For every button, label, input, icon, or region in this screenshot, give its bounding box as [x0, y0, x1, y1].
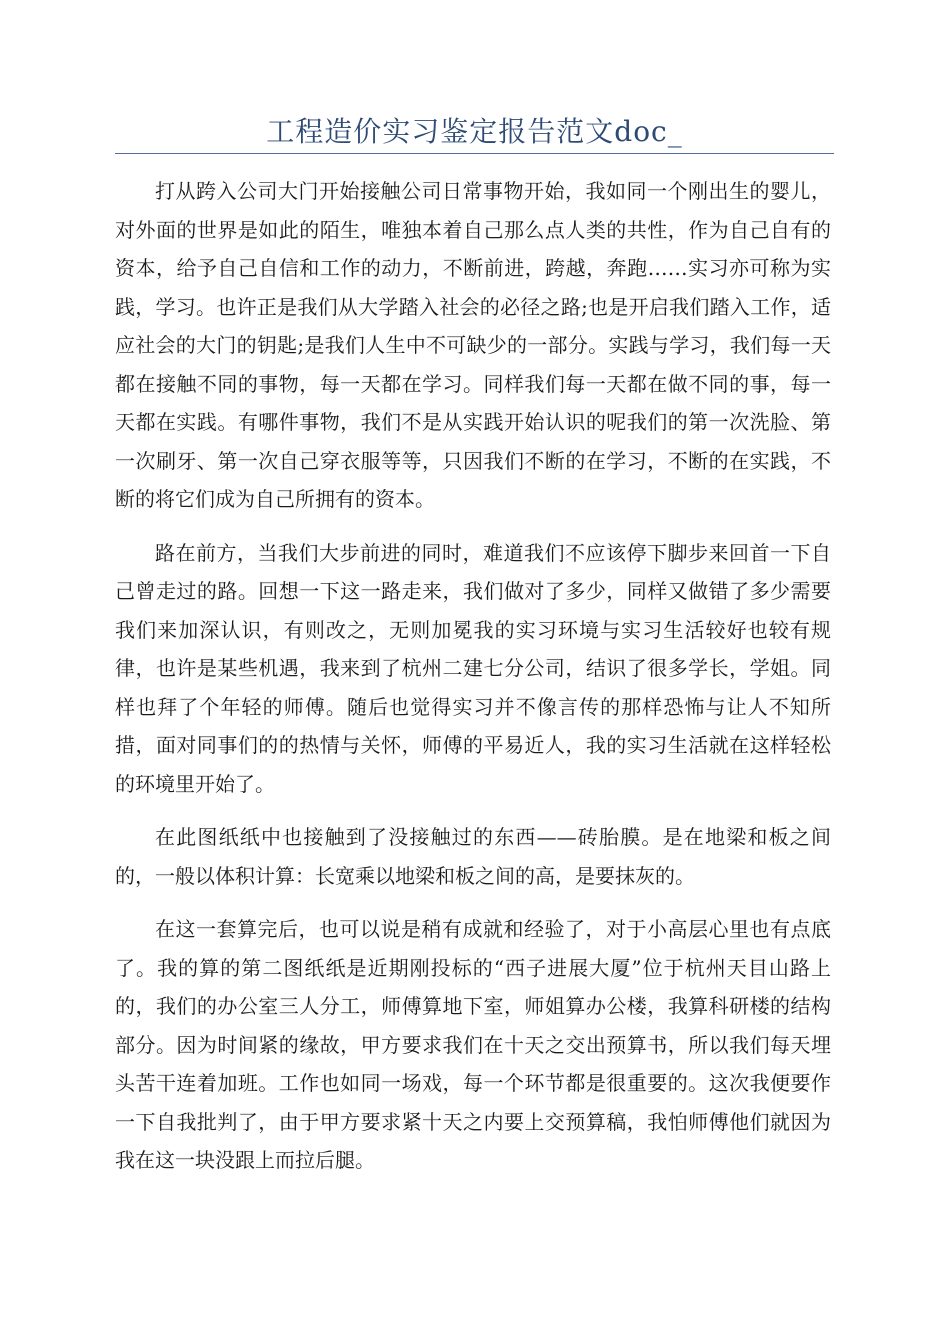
paragraph-3: 在此图纸纸中也接触到了没接触过的东西——砖胎膜。是在地梁和板之间的，一般以体积计算：长宽乘以地梁和板之间的高，是要抹灰的。	[115, 825, 831, 888]
document-body	[115, 172, 831, 1195]
paragraph-4: 在这一套算完后，也可以说是稍有成就和经验了，对于小高层心里也有点底了。我的算的第二图纸纸是近期刚投标的“西子进展大厦”位于杭州天目山路上的，我们的办公室三人分工，师傅算地下室，师姐算办公楼，我算科研楼的结构部分。因为时间紧的缘故，甲方要求我们在十天之交出预算书，所以我们每天埋头苦干连着加班。工作也如同一场戏，每一个环节都是很重要的。这次我便要作一下自我批判了，由于甲方要求紧十天之内要上交预算稿，我怕师傅他们就因为我在这一块没跟上而拉后腿。	[115, 917, 831, 1172]
paragraph-2: 路在前方，当我们大步前进的同时，难道我们不应该停下脚步来回首一下自己曾走过的路。回想一下这一路走来，我们做对了多少，同样又做错了多少需要我们来加深认识，有则改之，无则加冕我的实习环境与实习生活较好也较有规律，也许是某些机遇，我来到了杭州二建七分公司，结识了很多学长，学姐。同样也拜了个年轻的师傅。随后也觉得实习并不像言传的那样恐怖与让人不知所措，面对同事们的的热情与关怀，师傅的平易近人，我的实习生活就在这样轻松的环境里开始了。	[115, 540, 831, 796]
title-underline	[115, 153, 834, 154]
document-title: 工程造价实习鉴定报告范文doc_	[266, 115, 683, 148]
paragraph-1: 打从跨入公司大门开始接触公司日常事物开始，我如同一个刚出生的婴儿，对外面的世界是如此的陌生，唯独本着自己那么点人类的共性，作为自己自有的资本，给予自己自信和工作的动力，不断前进，跨越，奔跑……实习亦可称为实践，学习。也许正是我们从大学踏入社会的必径之路;也是开启我们踏入工作，适应社会的大门的钥匙;是我们人生中不可缺少的一部分。实践与学习，我们每一天都在接触不同的事物，每一天都在学习。同样我们每一天都在做不同的事，每一天都在实践。有哪件事物，我们不是从实践开始认识的呢我们的第一次洗脸、第一次刷牙、第一次自己穿衣服等等，只因我们不断的在学习，不断的在实践，不断的将它们成为自己所拥有的资本。	[115, 179, 831, 511]
